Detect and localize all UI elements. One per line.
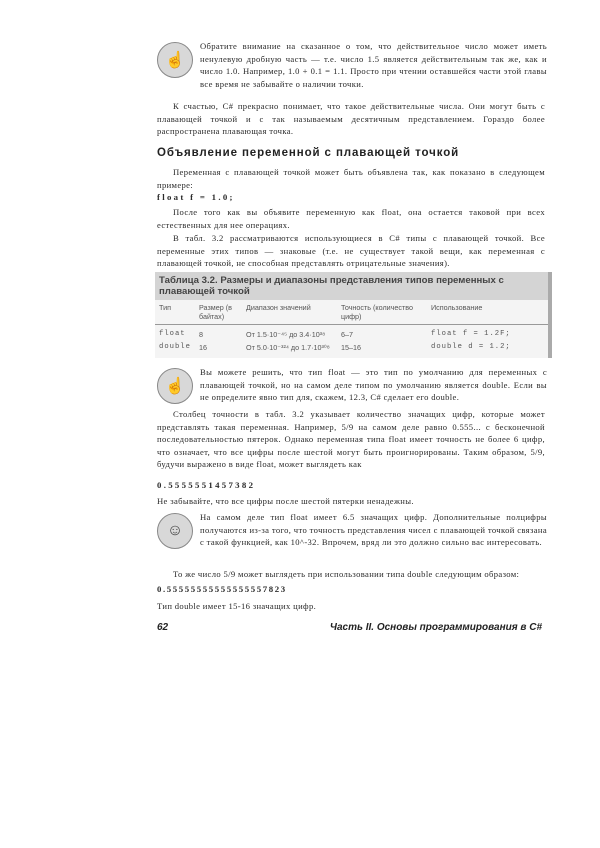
paragraph: Тип double имеет 15-16 значащих цифр. [157, 601, 317, 611]
code-sample: 0.5555551457382 [157, 480, 256, 490]
cell: float [159, 330, 186, 338]
column-header: Размер (в байтах) [199, 303, 232, 321]
paragraph: То же число 5/9 может выглядеть при использовании типа double следующим образом: [173, 569, 520, 579]
table-row [155, 328, 548, 341]
pointing-hand-icon: ☝ [157, 368, 193, 404]
paragraph: К счастью, C# прекрасно понимает, что такое действительные числа. Они могут быть с плавающей точкой и с так называемым десятичным представлением. Гораздо более распространена плавающая точка. [157, 101, 545, 137]
section-heading: Объявление переменной с плавающей точкой [157, 147, 460, 159]
column-header: Точность (количество цифр) [341, 303, 414, 321]
cell: От 5.0·10⁻³²⁴ до 1.7·10³⁰⁸ [246, 343, 330, 352]
code-sample: 0.55555555555555557823 [157, 584, 287, 594]
table-3-2 [155, 272, 552, 358]
cell: 15–16 [341, 343, 361, 352]
paragraph: Переменная с плавающей точкой может быть объявлена так, как показано в следующем примере: [157, 167, 545, 190]
cell: 16 [199, 343, 207, 352]
column-header: Использование [431, 303, 483, 312]
table-header [155, 300, 548, 325]
technical-stuff-icon: ☺ [157, 513, 193, 549]
paragraph: Не забывайте, что все цифры после шестой пятерки ненадежны. [157, 496, 414, 506]
table-row [155, 341, 548, 354]
cell: От 1.5·10⁻⁴⁵ до 3.4·10³⁸ [246, 330, 326, 339]
code-sample: float f = 1.0; [157, 192, 235, 202]
paragraph: Столбец точности в табл. 3.2 указывает количество значащих цифр, которые может представлять такая переменная. Например, 5/9 на самом деле равно 0.555... с бесконечной последовательностью пятерок. Однако переменная типа float имеет точность не более 6 цифр, что означает, что все цифры после шестой могут быть проигнорированы. Таким образом, 5/9, будучи выражено в виде float, может выглядеть как [157, 409, 545, 470]
note-text: Вы можете решить, что тип float — это тип по умолчанию для переменных с плавающей точкой, но на самом деле типом по умолчанию является double. Если вы не определите явно тип для, скажем, 12.3, C# сделает его double. [200, 367, 547, 403]
table-caption: Таблица 3.2. Размеры и диапазоны представления типов переменных с плавающей точкой [155, 272, 548, 300]
cell: 6–7 [341, 330, 353, 339]
tip-note [157, 40, 547, 90]
page-number: 62 [157, 622, 169, 633]
pointing-hand-icon: ☝ [157, 42, 193, 78]
note-text: На самом деле тип float имеет 6.5 значащих цифр. Дополнительные полцифры получаются из-за того, что точность представления чисел с плавающей точкой связана с такой функцией, как 10^-32. Впрочем, вряд ли это должно сильно вас интересовать. [200, 512, 547, 548]
paragraph: В табл. 3.2 рассматриваются использующиеся в C# типы с плавающей точкой. Все переменные этих типов — знаковые (т.е. не существует такой вещи, как переменная с плавающей точкой, не способная представлять отрицательные значения). [157, 233, 545, 269]
cell: double d = 1.2; [431, 343, 511, 351]
column-header: Тип [159, 303, 171, 312]
note-text: Обратите внимание на сказанное о том, что действительное число может иметь ненулевую дробную часть — т.е. число 1.5 является действительным так же, как и число 1.0. Например, 1.0 + 0.1 = 1.1. Просто при чтении оставшейся части этой главы все время не забывайте о наличии точки. [200, 41, 547, 89]
remember-note [157, 366, 547, 404]
cell: double [159, 343, 191, 351]
technical-note [157, 511, 547, 549]
running-footer: Часть II. Основы программирования в C# [329, 622, 542, 633]
paragraph: После того как вы объявите переменную как float, она остается таковой при всех естественных для нее операциях. [157, 207, 545, 230]
column-header: Диапазон значений [246, 303, 311, 312]
cell: float f = 1.2F; [431, 330, 511, 338]
cell: 8 [199, 330, 203, 339]
